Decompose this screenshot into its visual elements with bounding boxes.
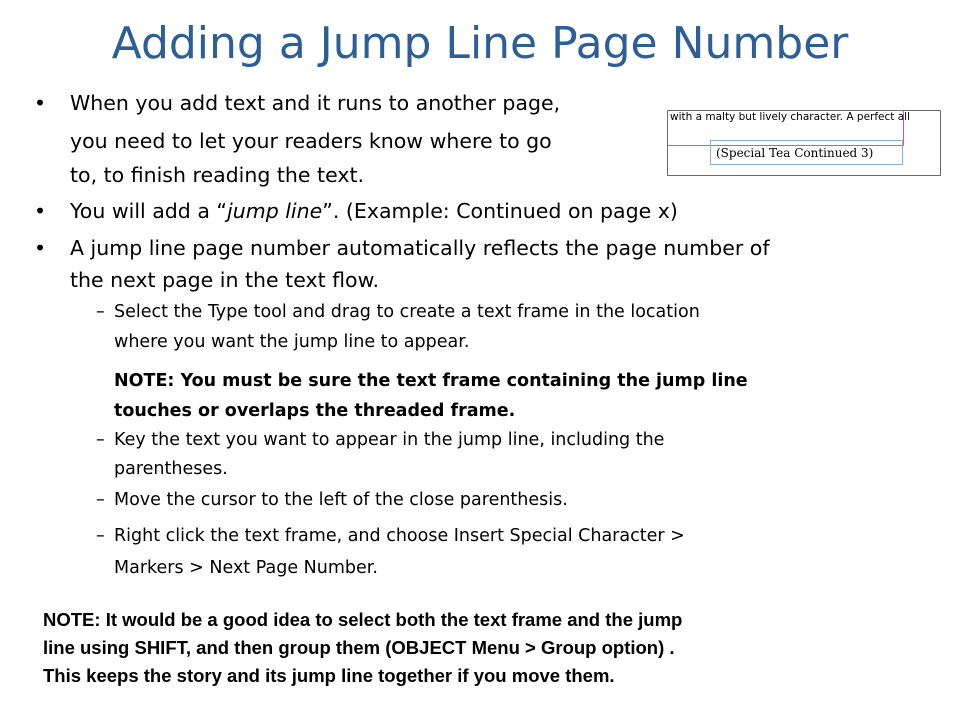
bullet-text-line: to, to finish reading the text.	[70, 163, 365, 187]
sub-item-text-line: parentheses.	[114, 459, 228, 479]
bullet-text-line: you need to let your readers know where to go	[70, 129, 552, 153]
bullet-text-line: A jump line page number automatically reflects the page number of	[70, 236, 770, 260]
sub-item-dash: –	[96, 526, 105, 546]
sub-item-text-line: Right click the text frame, and choose Insert Special Character >	[114, 526, 685, 546]
slide-title: Adding a Jump Line Page Number	[111, 18, 849, 69]
sub-item-text-line: Markers > Next Page Number.	[114, 558, 378, 578]
bullet-dot: •	[34, 91, 47, 115]
sub-item-note-line: NOTE: You must be sure the text frame containing the jump line	[114, 371, 748, 391]
sub-item-text-line: Key the text you want to appear in the jump line, including the	[114, 430, 665, 450]
threaded-frame-text: with a malty but lively character. A perfect all	[670, 111, 910, 123]
sub-item-dash: –	[96, 490, 105, 510]
bottom-note-line: line using SHIFT, and then group them (OBJECT Menu > Group option) .	[43, 637, 675, 658]
sub-item-dash: –	[96, 302, 105, 322]
jump-line-suffix: ”. (Example: Continued on page x)	[322, 199, 678, 223]
sub-item-text-line: Move the cursor to the left of the close parenthesis.	[114, 490, 568, 510]
bullet-text-line: the next page in the text flow.	[70, 268, 380, 292]
sub-item-dash: –	[96, 430, 105, 450]
bullet-dot: •	[34, 236, 47, 260]
bottom-note-line: This keeps the story and its jump line together if you move them.	[43, 665, 615, 686]
bullet-text-line: When you add text and it runs to another page,	[70, 91, 561, 115]
sub-item-text-line: where you want the jump line to appear.	[114, 332, 470, 352]
sub-item-note-line: touches or overlaps the threaded frame.	[114, 401, 516, 421]
jump-line-example-image	[667, 110, 941, 176]
bullet-dot: •	[34, 199, 47, 223]
jump-line-text: (Special Tea Continued 3)	[716, 146, 874, 160]
bullet-text-line	[70, 196, 678, 226]
jump-line-term: jump line	[227, 199, 323, 223]
jump-line-prefix: You will add a “	[70, 199, 228, 223]
bottom-note	[43, 606, 923, 690]
sub-item-text-line: Select the Type tool and drag to create a text frame in the location	[114, 302, 700, 322]
bottom-note-line: NOTE: It would be a good idea to select both the text frame and the jump	[43, 609, 683, 630]
